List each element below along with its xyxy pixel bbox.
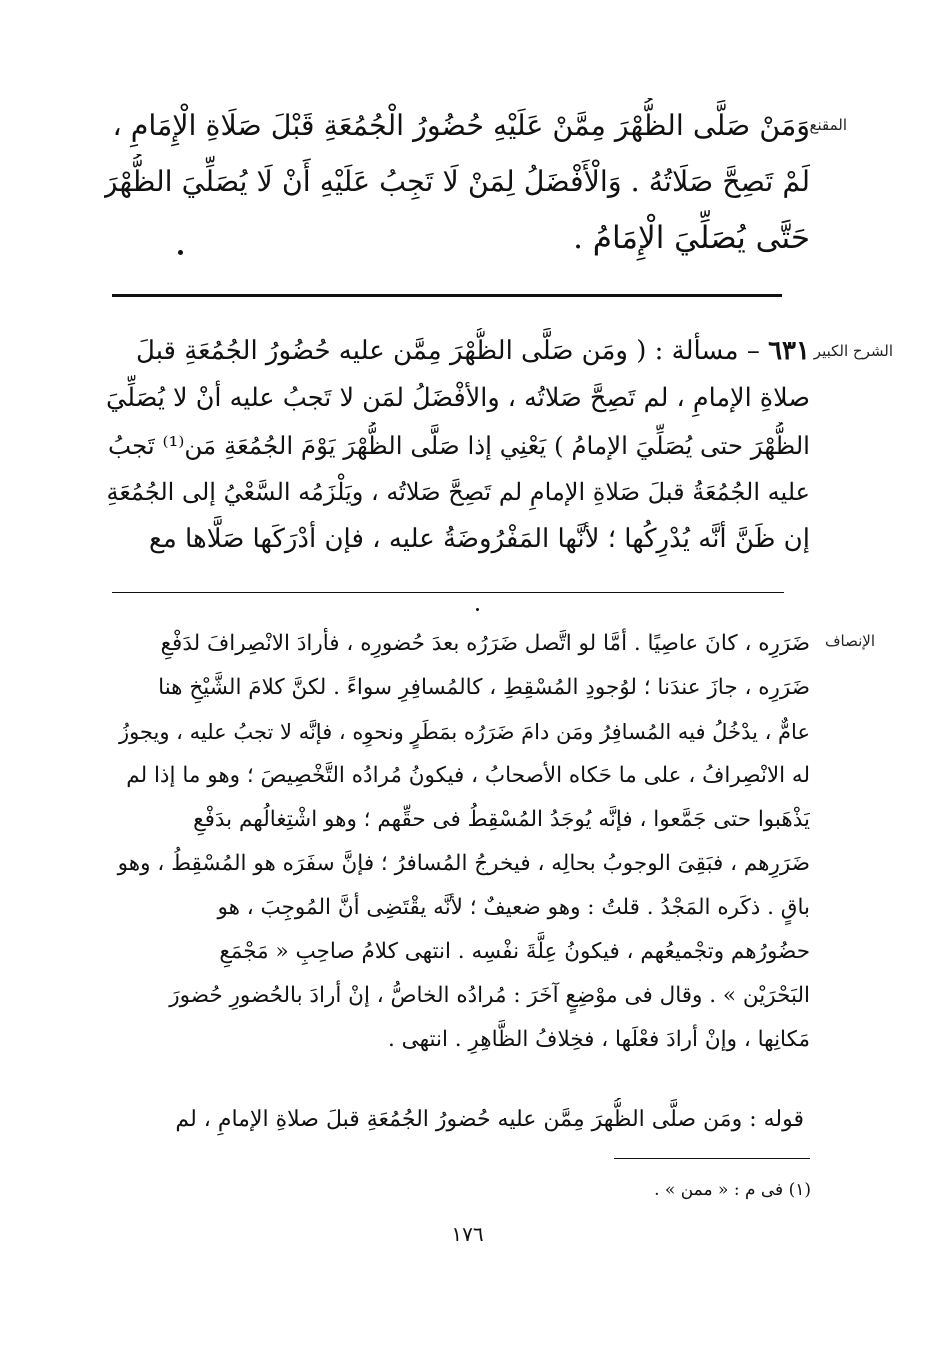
insaf-line: عامٌّ ، يدْخُلُ فيه المُسافِرُ ومَن دامَ ضَرَرُه بمَطَرٍ ونحوِه ، فإنَّه لا تجبُ عليه ، ويجوزُ bbox=[118, 720, 810, 744]
insaf-line: البَحْرَيْن » . وقال فى موْضِعٍ آخَرَ : مُرادُه الخاصُّ ، إنْ أرادَ بالحُضورِ حُضورَ bbox=[169, 983, 810, 1008]
qawl-text bbox=[124, 1098, 804, 1142]
insaf-line: له الانْصِرافُ ، على ما حَكاه الأصحابُ ، فيكونُ مُرادُه التَّخْصِيصَ ؛ وهو ما إذا لم bbox=[126, 763, 810, 788]
footnote: (١) فى م : « ممن » . bbox=[654, 1180, 811, 1200]
muqni-line: لَمْ تَصِحَّ صَلَاتُهُ . وَالْأَفْضَلُ لِمَنْ لَا تَجِبُ عَلَيْهِ أَنْ لَا يُصَلِّيَ الظُّهْرَ bbox=[104, 165, 810, 198]
label-insaf: الإنصاف bbox=[824, 632, 875, 650]
page-number: ١٧٦ bbox=[451, 1222, 484, 1246]
section-divider bbox=[112, 294, 782, 297]
insaf-line: ضَرَرِه ، كانَ عاصِيًا . أمَّا لو اتَّصل ضَرَرُه بعدَ حُضورِه ، فأرادَ الانْصِرافَ لدَفْعِ bbox=[160, 631, 810, 656]
label-sharh: الشرح الكبير bbox=[813, 342, 893, 360]
issue-number: ٦٣١ bbox=[768, 336, 810, 366]
muqni-line: وَمَنْ صَلَّى الظُّهْرَ مِمَّنْ عَلَيْهِ حُضُورُ الْجُمُعَةِ قَبْلَ صَلَاةِ الْإِمَامِ ، bbox=[112, 109, 810, 142]
muqni-text bbox=[104, 98, 810, 266]
label-muqni: المقنع bbox=[809, 116, 847, 134]
sharh-line: صلاةِ الإمامِ ، لم تَصِحَّ صَلاتُه ، والأفْضَلُ لمَن لا تَجبُ عليه أنْ لا يُصَلِّيَ bbox=[106, 383, 810, 413]
decorative-dot bbox=[476, 608, 479, 611]
insaf-line: ضَرَرِه ، جازَ عندَنا ؛ لوُجودِ المُسْقِطِ ، كالمُسافِرِ سواءً . لكنَّ كلامَ الشَّيْخِ هنا bbox=[158, 675, 810, 700]
footnote-divider bbox=[614, 1158, 810, 1159]
sharh-line: عليه الجُمُعَةُ قبلَ صَلاةِ الإمامِ لم تَصِحَّ صَلاتُه ، ويَلْزَمُه السَّعْيُ إلى الجُمُعَةِ bbox=[106, 478, 810, 506]
insaf-line: مَكانِها ، وإنْ أرادَ فعْلَها ، فخِلافُ الظَّاهِرِ . انتهى . bbox=[387, 1027, 810, 1052]
sharh-text bbox=[104, 328, 810, 563]
insaf-line: باقٍ . ذكَره المَجْدُ . قلتُ : وهو ضعيفٌ ؛ لأنَّه يقْتَضِى أنَّ المُوجِبَ ، هو bbox=[217, 895, 810, 920]
section-divider bbox=[112, 592, 784, 593]
insaf-line: يَذْهَبوا حتى جَمَّعوا ، فإنَّه يُوجَدُ المُسْقِطُ فى حقِّهم ؛ وهو اشْتِغالُهم بدَفْعِ bbox=[193, 807, 810, 832]
qawl-line: قوله : ومَن صلَّى الظُّهرَ مِمَّن عليه حُضورُ الجُمُعَةِ قبلَ صلاةِ الإمامِ ، لم bbox=[175, 1107, 804, 1132]
sharh-line bbox=[104, 328, 810, 375]
insaf-line: حضُورُهم وتجْميعُهم ، فيكونُ عِلَّةَ نفْسِه . انتهى كلامُ صاحِبِ « مَجْمَعِ bbox=[219, 939, 810, 964]
decorative-dot bbox=[178, 250, 183, 255]
sharh-line: إن ظَنَّ أنَّه يُدْرِكُها ؛ لأنَّها المَفْرُوضَةُ عليه ، فإن أدْرَكَها صَلَّاها مع bbox=[149, 524, 810, 554]
insaf-text bbox=[104, 622, 810, 1062]
sharh-line-text: – مسألة : ( ومَن صَلَّى الظُّهْرَ مِمَّن عليه حُضُورُ الجُمُعَةِ قبلَ bbox=[136, 336, 760, 366]
sharh-line: الظُّهْرَ حتى يُصَلِّيَ الإمامُ ) يَعْنِي إذا صَلَّى الظُّهْرَ يَوْمَ الجُمُعَةِ مَن⁽¹⁾ تَجبُ bbox=[108, 431, 810, 460]
muqni-line: حَتَّى يُصَلِّيَ الْإِمَامُ . bbox=[573, 220, 810, 256]
insaf-line: ضَرَرِهم ، فبَقِىَ الوجوبُ بحالِه ، فيخرجُ المُسافرُ ؛ فإنَّ سفَرَه هو المُسْقِطُ ، وهو bbox=[117, 851, 810, 876]
